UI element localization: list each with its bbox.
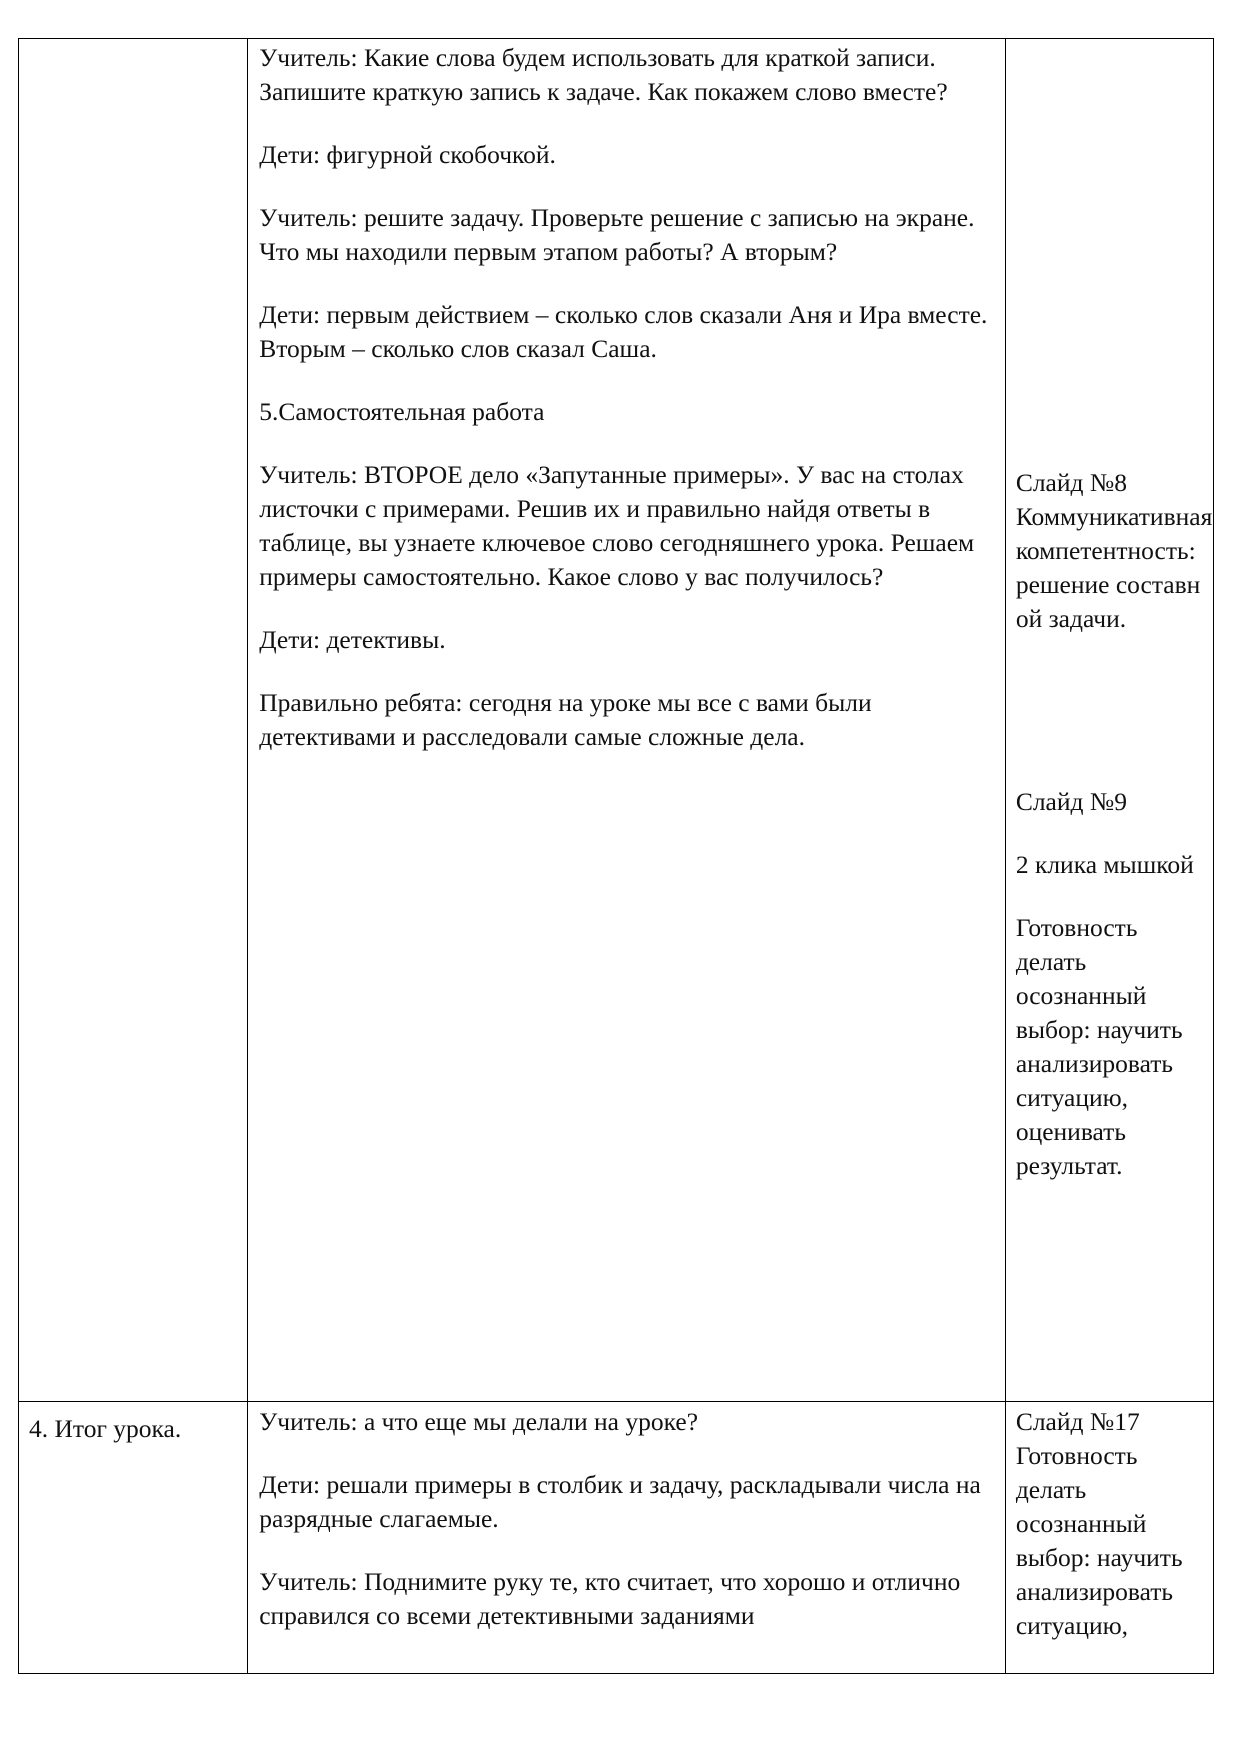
content-cell	[248, 1402, 1006, 1674]
stage-label	[19, 39, 247, 49]
readiness-note: Готовность делать осознанный выбор: научить анализировать ситуацию, оценивать результат.	[1015, 913, 1183, 1180]
lesson-plan-table	[18, 38, 1214, 1674]
content-paragraph: 5.Самостоятельная работа	[259, 397, 545, 426]
slide-number: Слайд №17	[1015, 1407, 1140, 1436]
table-row	[19, 39, 1214, 1402]
slide-number: Слайд №9	[1015, 787, 1127, 816]
content-paragraph: Учитель: Поднимите руку те, кто считает, что хорошо и отлично справился со всеми детективными заданиями	[259, 1567, 961, 1630]
competence-note: Коммуникативная компетентность: решение составной задачи.	[1015, 502, 1213, 633]
clicks-note: 2 клика мышкой	[1015, 850, 1194, 879]
content-paragraph: Дети: детективы.	[259, 625, 446, 654]
content-paragraph: Учитель: решите задачу. Проверьте решение с записью на экране. Что мы находили первым этапом работы? А вторым?	[259, 203, 975, 266]
readiness-note: Готовность делать осознанный выбор: научить анализировать ситуацию,	[1015, 1441, 1183, 1640]
content-paragraph: Учитель: Какие слова будем использовать для краткой записи. Запишите краткую запись к задаче. Как покажем слово вместе?	[259, 43, 948, 106]
content-cell	[248, 39, 1006, 1402]
content-paragraph: Дети: первым действием – сколько слов сказали Аня и Ира вместе. Вторым – сколько слов сказал Саша.	[259, 300, 988, 363]
notes-cell	[1005, 39, 1213, 1402]
stage-cell	[19, 39, 248, 1402]
table-row	[19, 1402, 1214, 1674]
content-paragraph: Правильно ребята: сегодня на уроке мы все с вами были детективами и расследовали самые сложные дела.	[259, 688, 872, 751]
content-paragraph: Дети: решали примеры в столбик и задачу, раскладывали числа на разрядные слагаемые.	[259, 1470, 981, 1533]
notes-cell	[1005, 1402, 1213, 1674]
content-paragraph: Учитель: ВТОРОЕ дело «Запутанные примеры». У вас на столах листочки с примерами. Решив их и правильно найдя ответы в таблице, вы узнаете ключевое слово сегодняшнего урока. Решаем примеры самостоятельно. Какое слово у вас получилось?	[259, 460, 975, 591]
content-paragraph: Дети: фигурной скобочкой.	[259, 140, 556, 169]
stage-cell	[19, 1402, 248, 1674]
slide-number: Слайд №8	[1015, 468, 1127, 497]
stage-label: 4. Итог урока.	[29, 1414, 182, 1443]
content-paragraph: Учитель: а что еще мы делали на уроке?	[259, 1407, 699, 1436]
